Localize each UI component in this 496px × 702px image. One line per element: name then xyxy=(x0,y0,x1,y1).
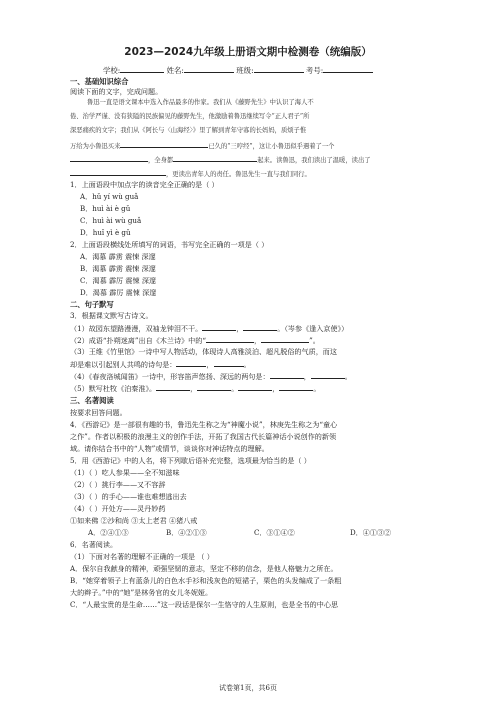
passage-line: 倦、治学严谨、没有狭隘的民族偏见的藤野先生，他激励着鲁迅继续写令“正人君子”所 xyxy=(70,113,310,120)
exam-no-field[interactable] xyxy=(323,64,373,73)
question-1: 1．上面语段中加点字的读音完全正确的是（ ） xyxy=(70,180,219,189)
fill-blank[interactable] xyxy=(261,335,309,343)
recitation-line: （1）故园东望路漫漫，双袖龙钟泪不干。 ， 。（岑参《逢入京使》） xyxy=(70,324,349,333)
page-title: 2023—2024九年级上册语文期中检测卷（统编版） xyxy=(124,46,372,58)
passage-text: 已久的“三哼经”，这让小鲁迅似乎遇着了一个 xyxy=(208,143,335,150)
school-field[interactable] xyxy=(120,64,164,73)
option-b[interactable]: B．huì ài è gǔ xyxy=(80,204,131,213)
choice-row xyxy=(88,528,418,537)
class-field[interactable] xyxy=(254,64,304,73)
idiom-item: （2）（ ）挑行李——又不容辞 xyxy=(70,480,166,489)
name-label: 姓名: xyxy=(166,66,184,75)
section-intro: 按要求回答问题。 xyxy=(70,408,127,417)
option-b[interactable]: B．渴慕 霹雳 震悚 深邃 xyxy=(80,264,156,273)
fill-blank[interactable] xyxy=(214,359,244,367)
idiom-item: （3）（ ）的手心——谁也难想逃出去 xyxy=(70,492,187,501)
school-label: 学校: xyxy=(103,66,121,75)
fill-blank[interactable] xyxy=(173,154,257,162)
fill-blank[interactable] xyxy=(120,140,208,148)
option-c[interactable]: C．③①④② xyxy=(254,528,295,537)
passage-text: 起来。读鲁迅，我们读出了温暖，读出了 xyxy=(257,157,371,164)
recitation-text: 却是难以引起别人共鸣的诗句是： xyxy=(70,360,177,369)
recitation-line: 却是难以引起别人共鸣的诗句是： ， 。 xyxy=(70,360,251,369)
fill-blank[interactable] xyxy=(270,371,304,379)
question-2: 2．上面语段横线处所填写的词语，书写完全正确的一项是（ ） xyxy=(70,240,269,249)
fill-blank[interactable] xyxy=(202,323,236,331)
question-6: 6．名著阅读。 xyxy=(70,540,118,549)
question-6-1: （1）下面对名著的理解不正确的一项是 （ ） xyxy=(70,552,214,561)
recitation-line: （3）王维《竹里馆》一诗中写人物活动，体现诗人高雅淡泊、超凡脱俗的气质，而这 xyxy=(70,347,337,356)
passage-line: 鲁迅一直是语文课本中选入作品最多的作家。我们从《藤野先生》中认识了海人不 xyxy=(87,99,314,106)
recitation-text: （5）默写杜牧《泊秦淮》。 xyxy=(70,384,157,393)
recitation-line: （4）《春夜洛城闻笛》一诗中，形容笛声悠扬、深远的两句是： ， 。 xyxy=(70,372,352,381)
name-options: ①如来佛 ②沙和尚 ③太上老君 ④猪八戒 xyxy=(70,516,198,525)
option-c[interactable]: C．“人最宝贵的是生命……”这一段话是保尔一生恪守的人生原则，也是全书的中心思 xyxy=(70,600,339,609)
student-info-line xyxy=(103,64,373,76)
option-d[interactable]: D．huǐ yì è gǔ xyxy=(80,228,131,237)
question-4-cont: 之作”。作者以积极的浪漫主义的创作手法，开拓了我国古代长篇神话小说创作的新领 xyxy=(70,432,337,441)
recitation-text: （1）故园东望路漫漫，双袖龙钟泪不干。 xyxy=(70,324,203,333)
passage-text: ，更读出青年人的责任。鲁迅先生一直与我们同行。 xyxy=(166,171,311,178)
name-field[interactable] xyxy=(184,64,234,73)
recitation-text: （2）成语“扑朔迷离”出自《木兰诗》中的“ xyxy=(70,336,206,345)
option-a[interactable]: A．②④①③ xyxy=(88,528,129,537)
idiom-item: （1）（ ）吃人参果——全不知滋味 xyxy=(70,468,180,477)
fill-blank[interactable] xyxy=(70,154,148,162)
fill-blank[interactable] xyxy=(238,383,272,391)
recitation-line: （5）默写杜牧《泊秦淮》。 ， 。 ， 。 xyxy=(70,384,321,393)
fill-blank[interactable] xyxy=(176,359,206,367)
fill-blank[interactable] xyxy=(156,383,190,391)
passage-line xyxy=(70,154,371,165)
option-d[interactable]: D．④①③② xyxy=(350,528,392,537)
question-4-cont: 域。请你结合书中的“人物”或情节，谈谈你对神话特点的理解。 xyxy=(70,444,269,453)
option-b[interactable]: B．④②①③ xyxy=(166,528,207,537)
option-d[interactable]: D．渴慕 霹厉 震悚 深邃 xyxy=(80,288,157,297)
option-a[interactable]: A．保尔自我献身的精神，顽强坚韧的意志，坚定不移的信念，是他人格魅力之所在。 xyxy=(70,564,338,573)
option-b-cont: 大的辫子。”中的“她”是林务官的女儿冬妮娅。 xyxy=(70,588,213,597)
exam-no-label: 考号: xyxy=(305,66,324,75)
fill-blank[interactable] xyxy=(70,168,166,176)
option-b[interactable]: B．“她穿着领子上有蓝条儿的白色水手衫和浅灰色的短裙子，栗色的头发编成了一条粗 xyxy=(70,576,342,585)
fill-blank[interactable] xyxy=(206,335,254,343)
class-label: 班级: xyxy=(236,66,254,75)
page-footer: 试卷第1页，共6页 xyxy=(219,684,277,692)
passage-line xyxy=(70,140,334,151)
section-heading: 二、句子默写 xyxy=(70,300,114,309)
fill-blank[interactable] xyxy=(243,323,277,331)
option-c[interactable]: C．渴慕 霹厉 震悚 深邃 xyxy=(80,276,157,285)
section-heading: 三、名著阅读 xyxy=(70,396,114,405)
option-a[interactable]: A．hǔ yí wù guǎ xyxy=(80,192,139,201)
option-a[interactable]: A．渴慕 霹雳 震悚 深邃 xyxy=(80,252,156,261)
passage-text: ，全身都 xyxy=(148,157,174,164)
idiom-item: （4）（ ）开处方——灵丹妙药 xyxy=(70,504,166,513)
question-4: 4．《西游记》是一部很有趣的书，鲁迅先生称之为“神魔小说”，林庚先生称之为“童心 xyxy=(70,420,338,429)
recitation-text: 。（岑参《逢入京使》） xyxy=(277,324,349,333)
question-5: 5．用《西游记》中的人名，将下列歇后语补充完整，选项最为恰当的是（ ） xyxy=(70,456,311,465)
fill-blank[interactable] xyxy=(311,371,345,379)
option-c[interactable]: C．huì ài wù guǎ xyxy=(80,216,142,225)
recitation-text: ”。 xyxy=(309,336,320,345)
recitation-text: （4）《春夜洛城闻笛》一诗中，形容笛声悠扬、深远的两句是： xyxy=(70,372,270,381)
passage-line: 深恶痛疾的文字；我们从《阿长与〈山海经〉》里了解到青年守寡的长妈妈，质烦子惟 xyxy=(70,127,307,134)
recitation-line: （2）成语“扑朔迷离”出自《木兰诗》中的“ ， ”。 xyxy=(70,336,320,345)
passage-line xyxy=(70,168,311,179)
section-heading: 一、基础知识综合 xyxy=(70,77,129,86)
fill-blank[interactable] xyxy=(279,383,313,391)
question-3: 3．根据课文默写古诗文。 xyxy=(70,311,153,320)
passage-text: 万给为小鲁迅买来 xyxy=(70,143,121,150)
fill-blank[interactable] xyxy=(197,383,231,391)
section-intro: 阅读下面的文字，完成问题。 xyxy=(70,87,163,96)
